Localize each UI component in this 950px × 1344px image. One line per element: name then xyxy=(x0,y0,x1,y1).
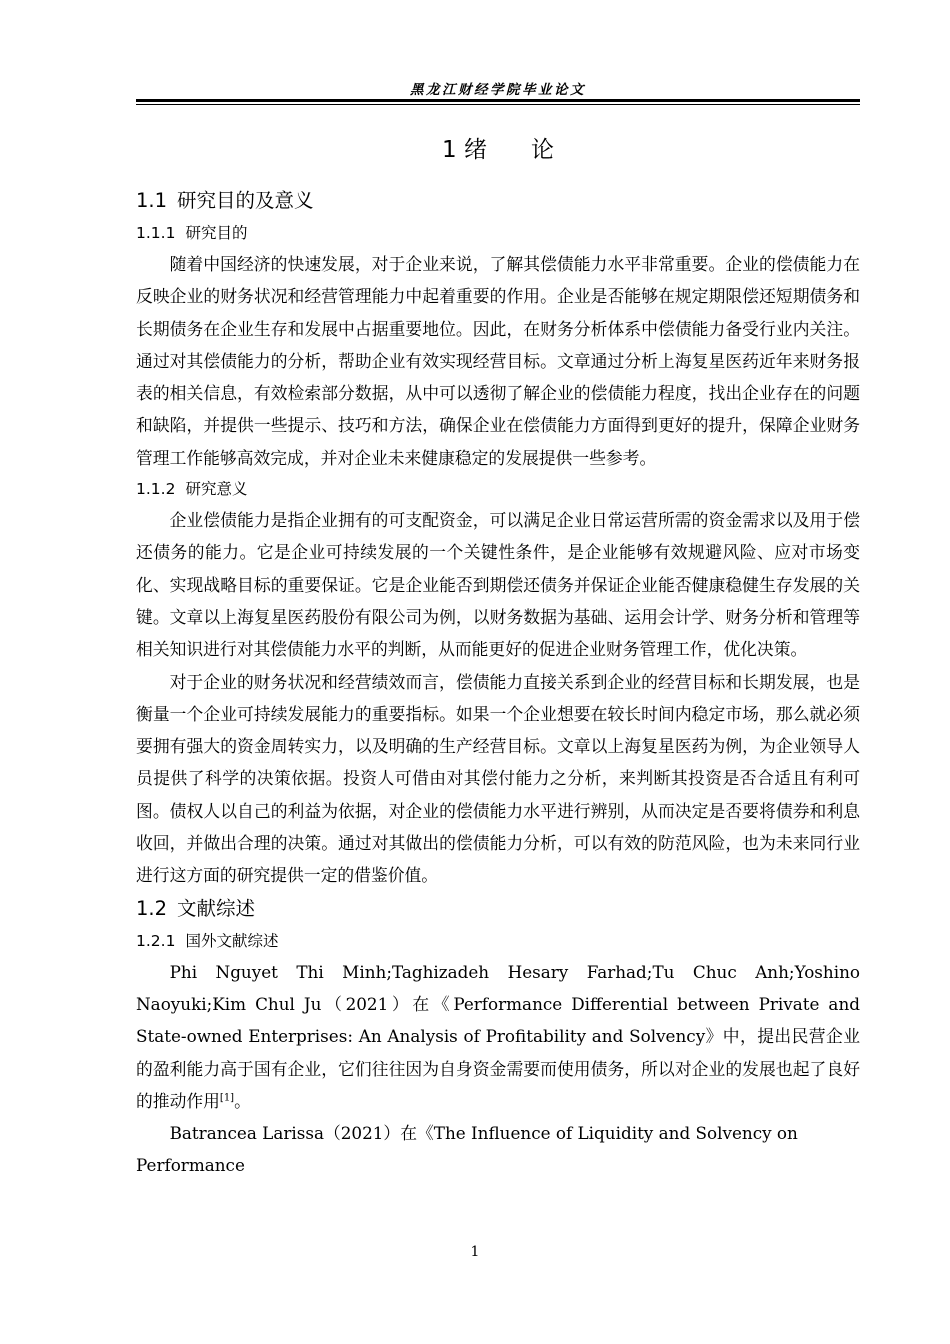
citation-ref[interactable]: [1] xyxy=(219,1092,235,1104)
section-number: 1.2 xyxy=(136,896,168,920)
chapter-number: 1 xyxy=(442,137,457,163)
body-paragraph: 随着中国经济的快速发展，对于企业来说，了解其偿债能力水平非常重要。企业的偿债能力在反映企业的财务状况和经营管理能力中起着重要的作用。企业是否能够在规定期限偿还短期债务和长期债务在企业生存和发展中占据重要地位。因此，在财务分析体系中偿债能力备受行业内关注。通过对其偿债能力的分析，帮助企业有效实现经营目标。文章通过分析上海复星医药近年来财务报表的相关信息，有效检索部分数据，从中可以透彻了解企业的偿债能力程度，找出企业存在的问题和缺陷，并提供一些提示、技巧和方法，确保企业在偿债能力方面得到更好的提升，保障企业财务管理工作能够高效完成，并对企业未来健康稳定的发展提供一些参考。 xyxy=(136,254,860,468)
header-rule-thin xyxy=(136,104,860,105)
page-body xyxy=(136,128,860,1182)
paragraph-text: Phi Nguyet Thi Minh;Taghizadeh Hesary Farhad;Tu Chuc Anh;Yoshino Naoyuki;Kim Chul Ju（2021）在《Performance Differential between Private and State-owned Enterprises: An Analysis of Profitability and Solvency》中，提出民营企业的盈利能力高于国有企业，它们往往因为自身资金需要而使用债务，所以对企业的发展也起了良好的推动作用 xyxy=(136,961,860,1111)
header-rule-thick xyxy=(136,99,860,102)
section-title: 研究目的及意义 xyxy=(177,189,314,212)
subsection-heading xyxy=(136,218,860,248)
section-heading xyxy=(136,184,860,218)
body-paragraph: Batrancea Larissa（2021）在《The Influence of Liquidity and Solvency on Performance xyxy=(136,1123,798,1176)
section-title: 文献综述 xyxy=(177,896,256,920)
subsection-number: 1.1.2 xyxy=(136,480,176,499)
section-heading xyxy=(136,892,860,926)
chapter-title-part2: 论 xyxy=(530,137,554,163)
subsection-number: 1.1.1 xyxy=(136,224,176,242)
subsection-title: 研究意义 xyxy=(185,480,248,499)
chapter-title xyxy=(136,128,860,174)
running-header: 黑龙江财经学院毕业论文 xyxy=(410,82,586,98)
subsection-heading xyxy=(136,926,860,956)
subsection-heading xyxy=(136,474,860,504)
page-number: 1 xyxy=(470,1244,480,1260)
body-paragraph: 企业偿债能力是指企业拥有的可支配资金，可以满足企业日常运营所需的资金需求以及用于偿还债务的能力。它是企业可持续发展的一个关键性条件，是企业能够有效规避风险、应对市场变化、实现战略目标的重要保证。它是企业能否到期偿还债务并保证企业能否健康稳健生存发展的关键。文章以上海复星医药股份有限公司为例，以财务数据为基础、运用会计学、财务分析和管理等相关知识进行对其偿债能力水平的判断，从而能更好的促进企业财务管理工作，优化决策。 xyxy=(136,510,860,660)
body-paragraph xyxy=(136,956,860,1117)
subsection-title: 国外文献综述 xyxy=(185,931,279,950)
chapter-title-part1: 绪 xyxy=(463,137,487,163)
body-paragraph: 对于企业的财务状况和经营绩效而言，偿债能力直接关系到企业的经营目标和长期发展，也是衡量一个企业可持续发展能力的重要指标。如果一个企业想要在较长时间内稳定市场，那么就必须要拥有强大的资金周转实力，以及明确的生产经营目标。文章以上海复星医药为例，为企业领导人员提供了科学的决策依据。投资人可借由对其偿付能力之分析，来判断其投资是否合适且有利可图。债权人以自己的利益为依据，对企业的偿债能力水平进行辨别，从而决定是否要将债券和利息收回，并做出合理的决策。通过对其做出的偿债能力分析，可以有效的防范风险，也为未来同行业进行这方面的研究提供一定的借鉴价值。 xyxy=(136,671,860,886)
subsection-title: 研究目的 xyxy=(185,224,248,242)
section-number: 1.1 xyxy=(136,189,168,212)
subsection-number: 1.2.1 xyxy=(136,931,176,950)
sentence-end: 。 xyxy=(234,1090,251,1111)
